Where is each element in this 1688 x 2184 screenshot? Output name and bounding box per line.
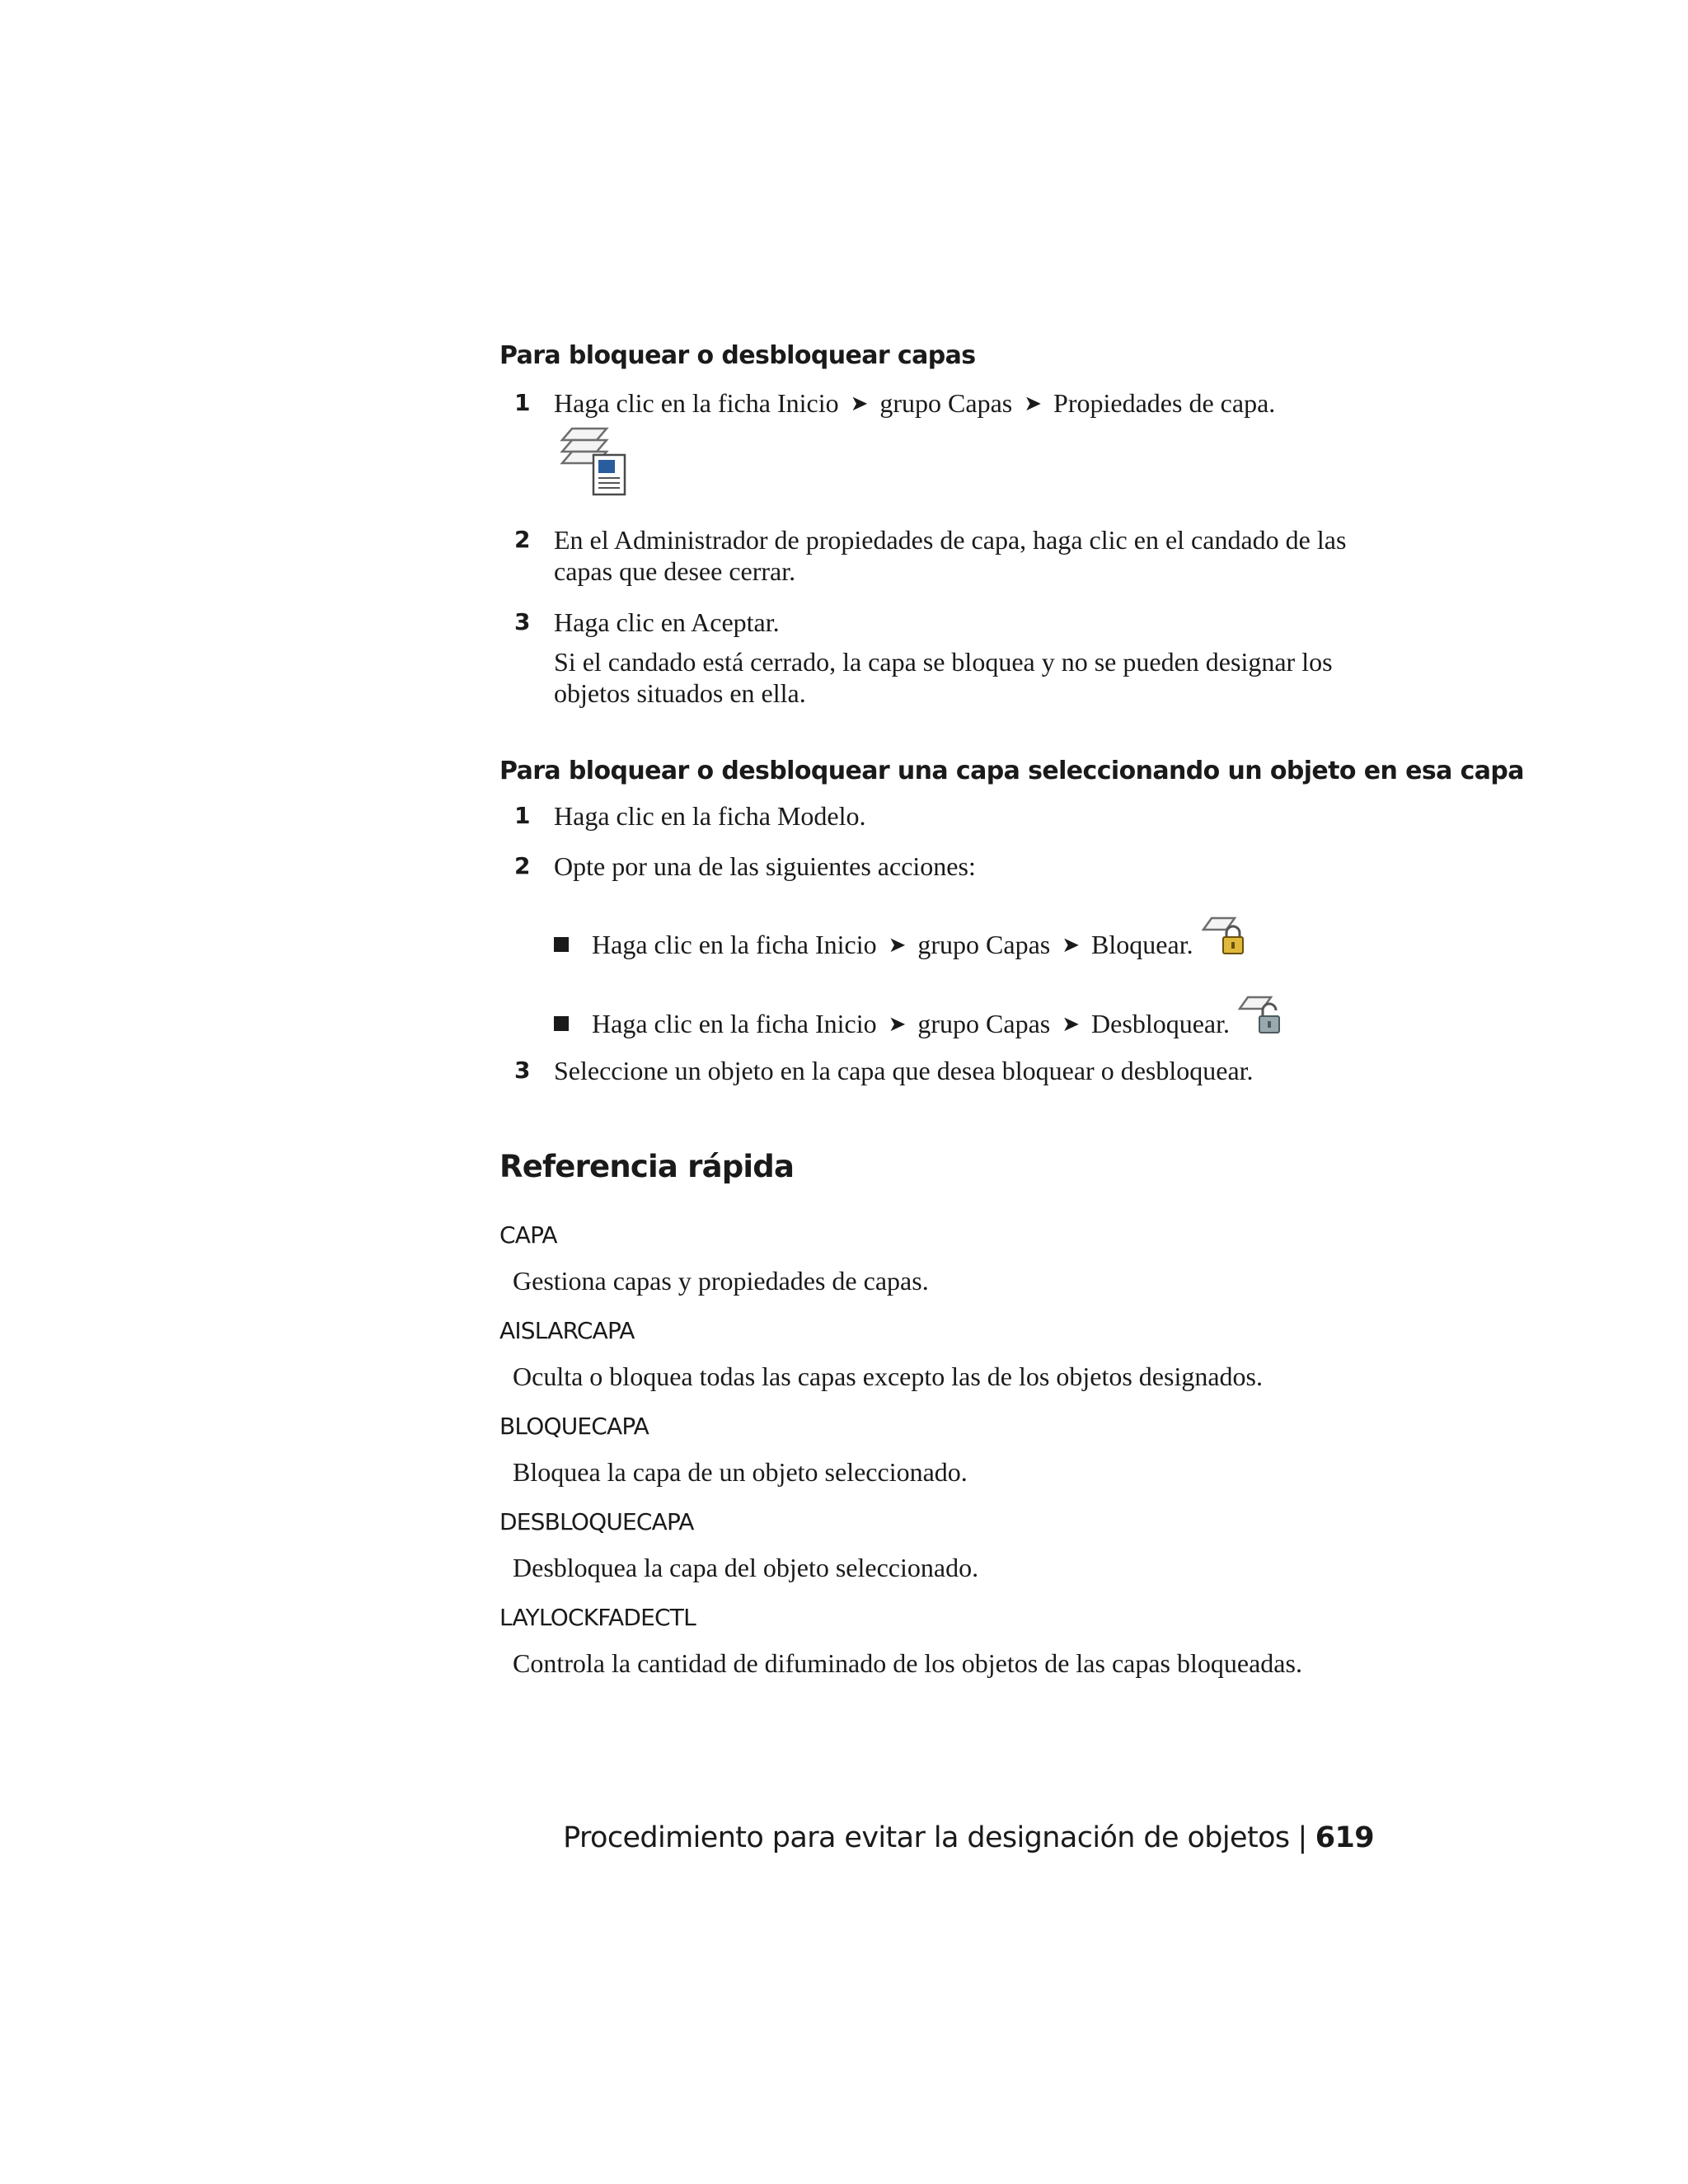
arrow-right-icon: ➤ [1062, 933, 1081, 957]
bullet-part: grupo Capas [917, 930, 1051, 959]
arrow-right-icon: ➤ [1062, 1012, 1081, 1036]
step-text: Opte por una de las siguientes acciones: [554, 851, 976, 881]
command-name: DESBLOQUECAPA [499, 1508, 694, 1535]
command-description: Controla la cantidad de difuminado de los objetos de las capas bloqueadas. [513, 1648, 1302, 1678]
quick-reference-title: Referencia rápida [499, 1149, 795, 1184]
step-number: 2 [514, 852, 531, 879]
step-number: 3 [514, 608, 531, 635]
bullet-part: Bloquear. [1091, 930, 1193, 959]
command-name: AISLARCAPA [499, 1317, 635, 1344]
step-part: grupo Capas [879, 388, 1013, 418]
step-1 [499, 800, 1373, 832]
layer-unlock-icon [1238, 994, 1284, 1042]
step-3 [499, 607, 1373, 709]
command-description: Desbloquea la capa del objeto seleccionado. [513, 1553, 979, 1582]
step-number: 3 [514, 1057, 531, 1084]
bullet-square-icon [554, 1016, 569, 1031]
page-number: 619 [1315, 1821, 1374, 1854]
layer-properties-icon [554, 422, 630, 502]
footer-title: Procedimiento para evitar la designación de objetos [563, 1821, 1290, 1854]
arrow-right-icon: ➤ [888, 1012, 907, 1036]
procedure-heading-lock-layers: Para bloquear o desbloquear capas [499, 341, 976, 370]
step-text [554, 387, 1373, 421]
step-3 [499, 1055, 1373, 1086]
step-number: 1 [514, 802, 531, 829]
step-text: Seleccione un objeto en la capa que desea bloquear o desbloquear. [554, 1056, 1254, 1085]
command-description: Oculta o bloquea todas las capas excepto las de los objetos designados. [513, 1361, 1263, 1391]
step-text: Haga clic en la ficha Modelo. [554, 801, 866, 831]
command-description: Bloquea la capa de un objeto seleccionado. [513, 1457, 968, 1487]
command-description: Gestiona capas y propiedades de capas. [513, 1266, 929, 1296]
arrow-right-icon: ➤ [888, 933, 907, 957]
step-text: Haga clic en Aceptar. [554, 607, 780, 637]
bullet-part: grupo Capas [917, 1009, 1051, 1038]
step-number: 1 [514, 389, 531, 416]
step-1 [499, 387, 1373, 421]
bullet-lock [554, 915, 1248, 963]
step-text: En el Administrador de propiedades de capa, haga clic en el candado de las capas que desee cerrar. [554, 525, 1347, 586]
step-2 [499, 851, 1373, 882]
footer-separator: | [1297, 1821, 1307, 1854]
page-footer [563, 1821, 1374, 1854]
command-name: LAYLOCKFADECTL [499, 1604, 696, 1631]
bullet-unlock [554, 994, 1284, 1042]
arrow-right-icon: ➤ [850, 391, 869, 415]
step-2 [499, 524, 1373, 587]
layer-lock-icon [1202, 915, 1248, 963]
bullet-part: Haga clic en la ficha Inicio [592, 1009, 877, 1038]
bullet-part: Haga clic en la ficha Inicio [592, 930, 877, 959]
step-note: Si el candado está cerrado, la capa se bloquea y no se pueden designar los objetos situados en ella. [554, 647, 1333, 708]
step-number: 2 [514, 526, 531, 553]
step-part: Propiedades de capa. [1053, 388, 1276, 418]
bullet-square-icon [554, 937, 569, 952]
bullet-part: Desbloquear. [1091, 1009, 1230, 1038]
command-name: BLOQUECAPA [499, 1413, 649, 1440]
command-name: CAPA [499, 1221, 557, 1249]
step-part: Haga clic en la ficha Inicio [554, 388, 839, 418]
arrow-right-icon: ➤ [1024, 391, 1043, 415]
procedure-heading-lock-by-object: Para bloquear o desbloquear una capa seleccionando un objeto en esa capa [499, 757, 1524, 785]
